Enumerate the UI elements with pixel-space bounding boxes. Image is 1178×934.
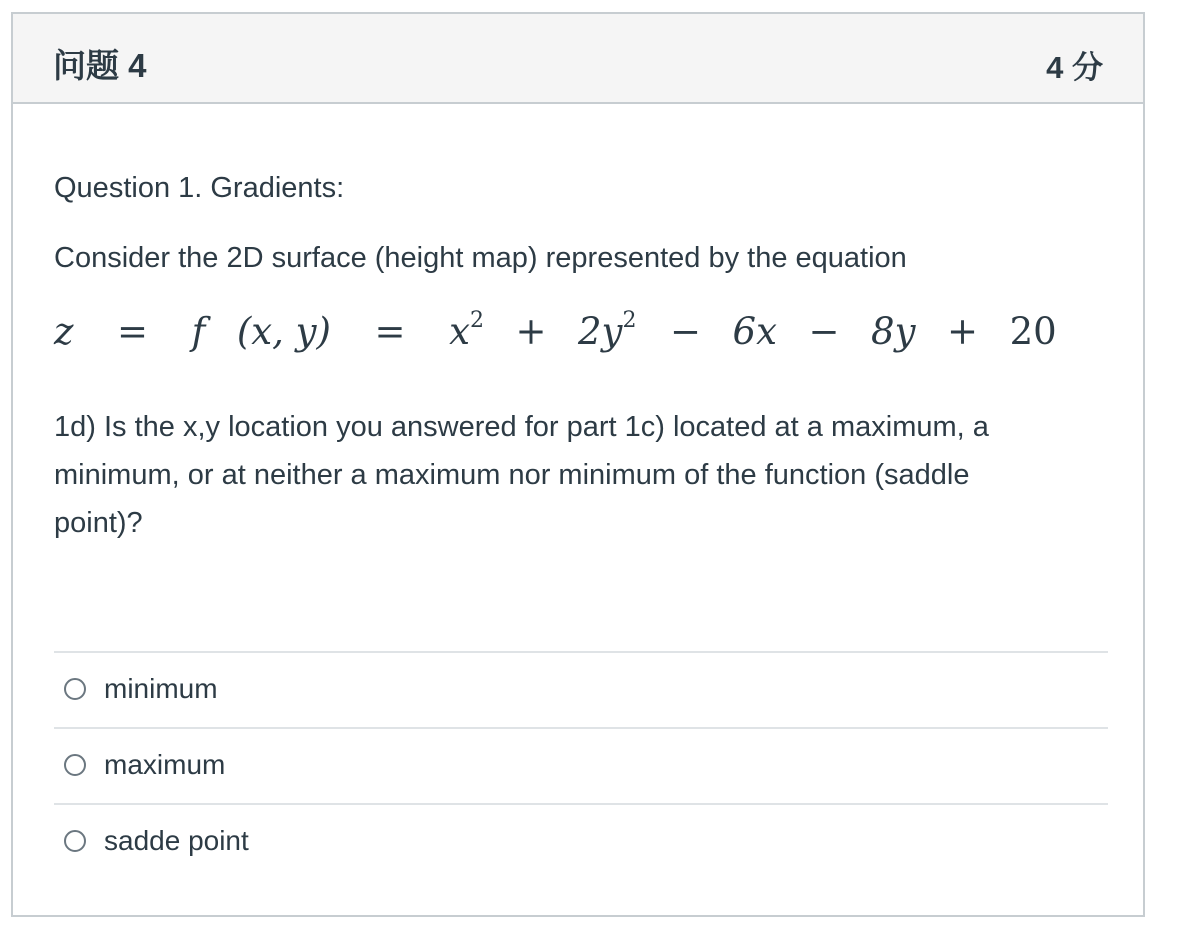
radio-button-icon[interactable] [64,678,86,700]
equation-minus-1: − [670,310,702,353]
equation-6x: 6x [732,310,777,353]
equation-2y: 2y [578,310,623,353]
equation-args: (x, y) [236,310,331,353]
equation-x: x [449,310,470,353]
equation-minus-2: − [808,310,840,353]
equation-plus-2: + [947,310,979,353]
equation-plus-1: + [515,310,547,353]
equation-equals-2: = [374,310,406,353]
equation-8y: 8y [871,310,916,353]
answer-option-maximum[interactable] [54,727,1108,803]
equation-z: z [54,310,74,353]
answer-option-saddle-point[interactable] [54,803,1108,879]
equation-y-exponent: 2 [622,308,637,333]
equation-constant: 20 [1009,310,1057,353]
question-prompt: 1d) Is the x,y location you answered for part 1c) located at a maximum, a minimum, or at neither a maximum nor minimum of the function (saddle point)? [54,411,989,539]
radio-button-icon[interactable] [64,830,86,852]
answer-list [54,651,1108,879]
question-heading: Question 1. Gradients: [54,172,345,204]
answer-label[interactable]: sadde point [104,825,249,856]
equation-equals-1: = [117,310,149,353]
equation-f: f [191,310,206,353]
question-card [11,12,1145,917]
question-points: 4 分 [1046,50,1103,85]
question-header [13,14,1143,104]
answer-label[interactable]: minimum [104,673,218,704]
question-title: 问题 4 [53,47,147,84]
answer-label[interactable]: maximum [104,749,226,780]
question-intro: Consider the 2D surface (height map) represented by the equation [54,242,907,274]
radio-button-icon[interactable] [64,754,86,776]
equation-x-exponent: 2 [469,308,484,333]
equation [54,310,1057,353]
answer-option-minimum[interactable] [54,651,1108,727]
